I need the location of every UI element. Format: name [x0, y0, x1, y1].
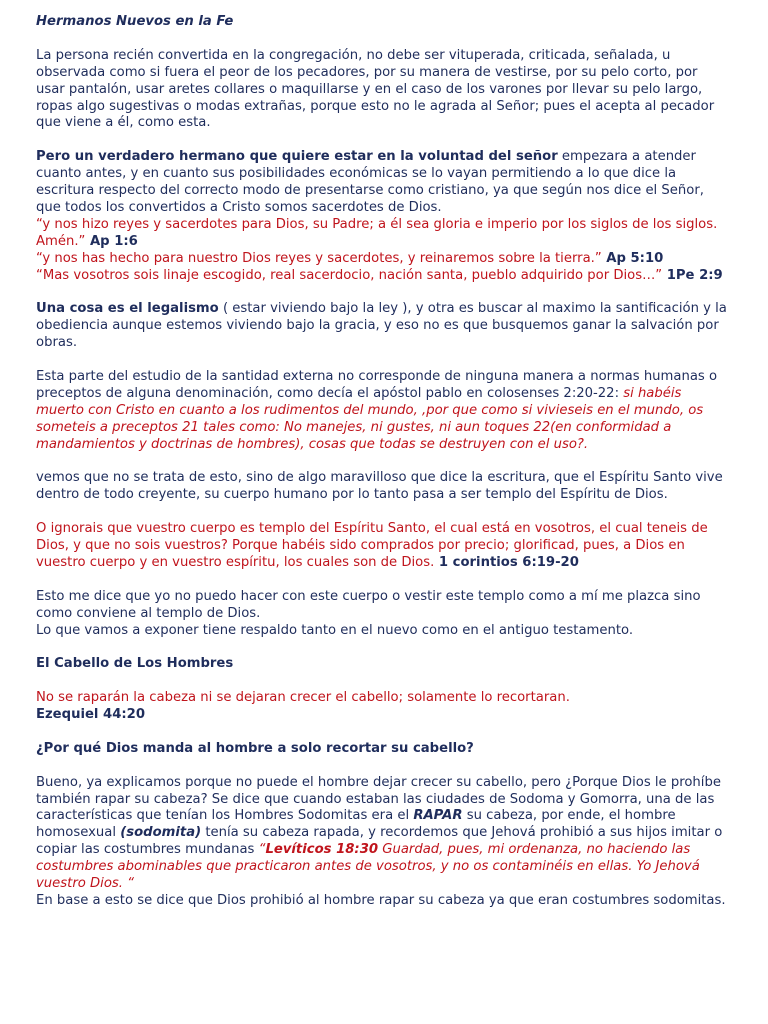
text-body-temple-1: Esto me dice que yo no puedo hacer con este cuerpo o vestir este templo como a mí me plazca sino como conviene al templo de Dios. — [36, 588, 701, 621]
document-title: Hermanos Nuevos en la Fe — [36, 14, 234, 29]
text-external-holiness: Esta parte del estudio de la santidad externa no corresponde de ninguna manera a normas humanas o preceptos de alguna denominación, como decía el apóstol pablo en colosenses 2:20-22: — [36, 368, 718, 401]
paragraph-legalism — [36, 301, 730, 352]
quote-1pe-2-9: “Mas vosotros sois linaje escogido, real sacerdocio, nación santa, pueblo adquirido por Dios…” — [36, 267, 663, 283]
text-sodoma-3: tenía su cabeza rapada, y recordemos que Jehová prohibió a sus hijos imitar o copiar las costumbres mundanas — [36, 825, 723, 858]
ref-levitico: Levíticos 18:30 — [265, 842, 379, 858]
word-sodomita: (sodomita) — [120, 825, 202, 841]
paragraph-corinthians — [36, 521, 730, 572]
ref-1pe-2-9: 1Pe 2:9 — [662, 267, 723, 283]
text-sodoma-conclusion: En base a esto se dice que Dios prohibió al hombre rapar su cabeza ya que eran costumbres sodomitas. — [36, 892, 726, 908]
word-rapar: RAPAR — [413, 808, 463, 824]
quote-levitico: Guardad, pues, mi ordenanza, no haciendo las costumbres abominables que practicaron antes de vosotros, y no os contaminéis en ellas. Yo Jehová vuestro Dios. “ — [36, 842, 700, 892]
quote-ap-1-6: “y nos hizo reyes y sacerdotes para Dios, su Padre; a él sea gloria e imperio por los siglos de los siglos. Amén.” — [36, 216, 718, 249]
quote-ezequiel: No se raparán la cabeza ni se dejaran crecer el cabello; solamente lo recortaran. — [36, 690, 570, 706]
ref-ap-1-6: Ap 1:6 — [85, 233, 138, 249]
paragraph-new-believers: La persona recién convertida en la congregación, no debe ser vituperada, criticada, señalada, u observada como si fuera el peor de los pecadores, por su manera de vestirse, por su pelo corto, por usar pantalón, usar aretes collares o maquillarse y en el caso de los varones por llevar su pelo largo, ropas algo sugestivas o modas extrañas, porque esto no le agrada al Señor; pues el acepta al pecador que viene a él, como esta. — [36, 47, 715, 131]
quote-open-mark: “ — [258, 842, 266, 858]
heading-mens-hair: El Cabello de Los Hombres — [36, 656, 234, 672]
paragraph-ezequiel — [36, 690, 730, 724]
ref-1-corintios: 1 corintios 6:19-20 — [434, 554, 579, 570]
text-legalism: ( estar viviendo bajo la ley ), y otra es buscar al maximo la santificación y la obediencia aunque estemos viviendo bajo la gracia, y eso no es que busquemos ganar la salvación por obras. — [36, 301, 727, 351]
quote-1-corintios: O ignorais que vuestro cuerpo es templo del Espíritu Santo, el cual está en vosotros, el cual teneis de Dios, y que no sois vuestros? Porque habéis sido comprados por precio; glorificad, pues, a Dios en vuestro cuerpo y en vuestro espíritu, los cuales son de Dios. — [36, 521, 708, 570]
paragraph-body-temple — [36, 589, 730, 640]
paragraph-sodoma — [36, 775, 730, 910]
ref-ezequiel: Ezequiel 44:20 — [36, 707, 146, 723]
text-body-temple-2: Lo que vamos a exponer tiene respaldo tanto en el nuevo como en el antiguo testamento. — [36, 622, 634, 638]
bold-lead-legalism: Una cosa es el legalismo — [36, 301, 219, 317]
paragraph-holy-spirit-temple: vemos que no se trata de esto, sino de algo maravilloso que dice la escritura, que el Espíritu Santo vive dentro de todo creyente, su cuerpo humano por lo tanto pasa a ser templo del Espíritu de Dios. — [36, 470, 723, 503]
quote-ap-5-10: “y nos has hecho para nuestro Dios reyes y sacerdotes, y reinaremos sobre la tierra.” — [36, 250, 602, 266]
paragraph-true-brother — [36, 149, 730, 284]
heading-why-trim: ¿Por qué Dios manda al hombre a solo recortar su cabello? — [36, 740, 474, 756]
text-sodoma-1: Bueno, ya explicamos porque no puede el hombre dejar crecer su cabello, pero ¿Porque Dios le prohíbe también rapar su cabeza? Se dice que cuando estaban las ciudades de Sodoma y Gomorra, una de las características que tenían los Hombres Sodomitas era el — [36, 774, 721, 824]
quote-colosenses: si habéis muerto con Cristo en cuanto a los rudimentos del mundo, ,por que como si vivieseis en el mundo, os someteis a preceptos 21 tales como: No manejes, ni gustes, ni aun toques 22(en conformidad a mandamientos y doctrinas de hombres), cosas que todas se destruyen con el uso?. — [36, 385, 704, 452]
text-sodoma-2: su cabeza, por ende, el hombre homosexual — [36, 808, 676, 841]
paragraph-external-holiness — [36, 369, 730, 454]
text-true-brother: empezara a atender cuanto antes, y en cuanto sus posibilidades económicas se lo vayan permitiendo a lo que dice la escritura respecto del correcto modo de presentarse como cristiano, ya que según nos dice el Señor, que todos los convertidos a Cristo somos sacerdotes de Dios. — [36, 149, 704, 215]
bold-lead-true-brother: Pero un verdadero hermano que quiere estar en la voluntad del señor — [36, 149, 558, 165]
ref-ap-5-10: Ap 5:10 — [601, 250, 664, 266]
